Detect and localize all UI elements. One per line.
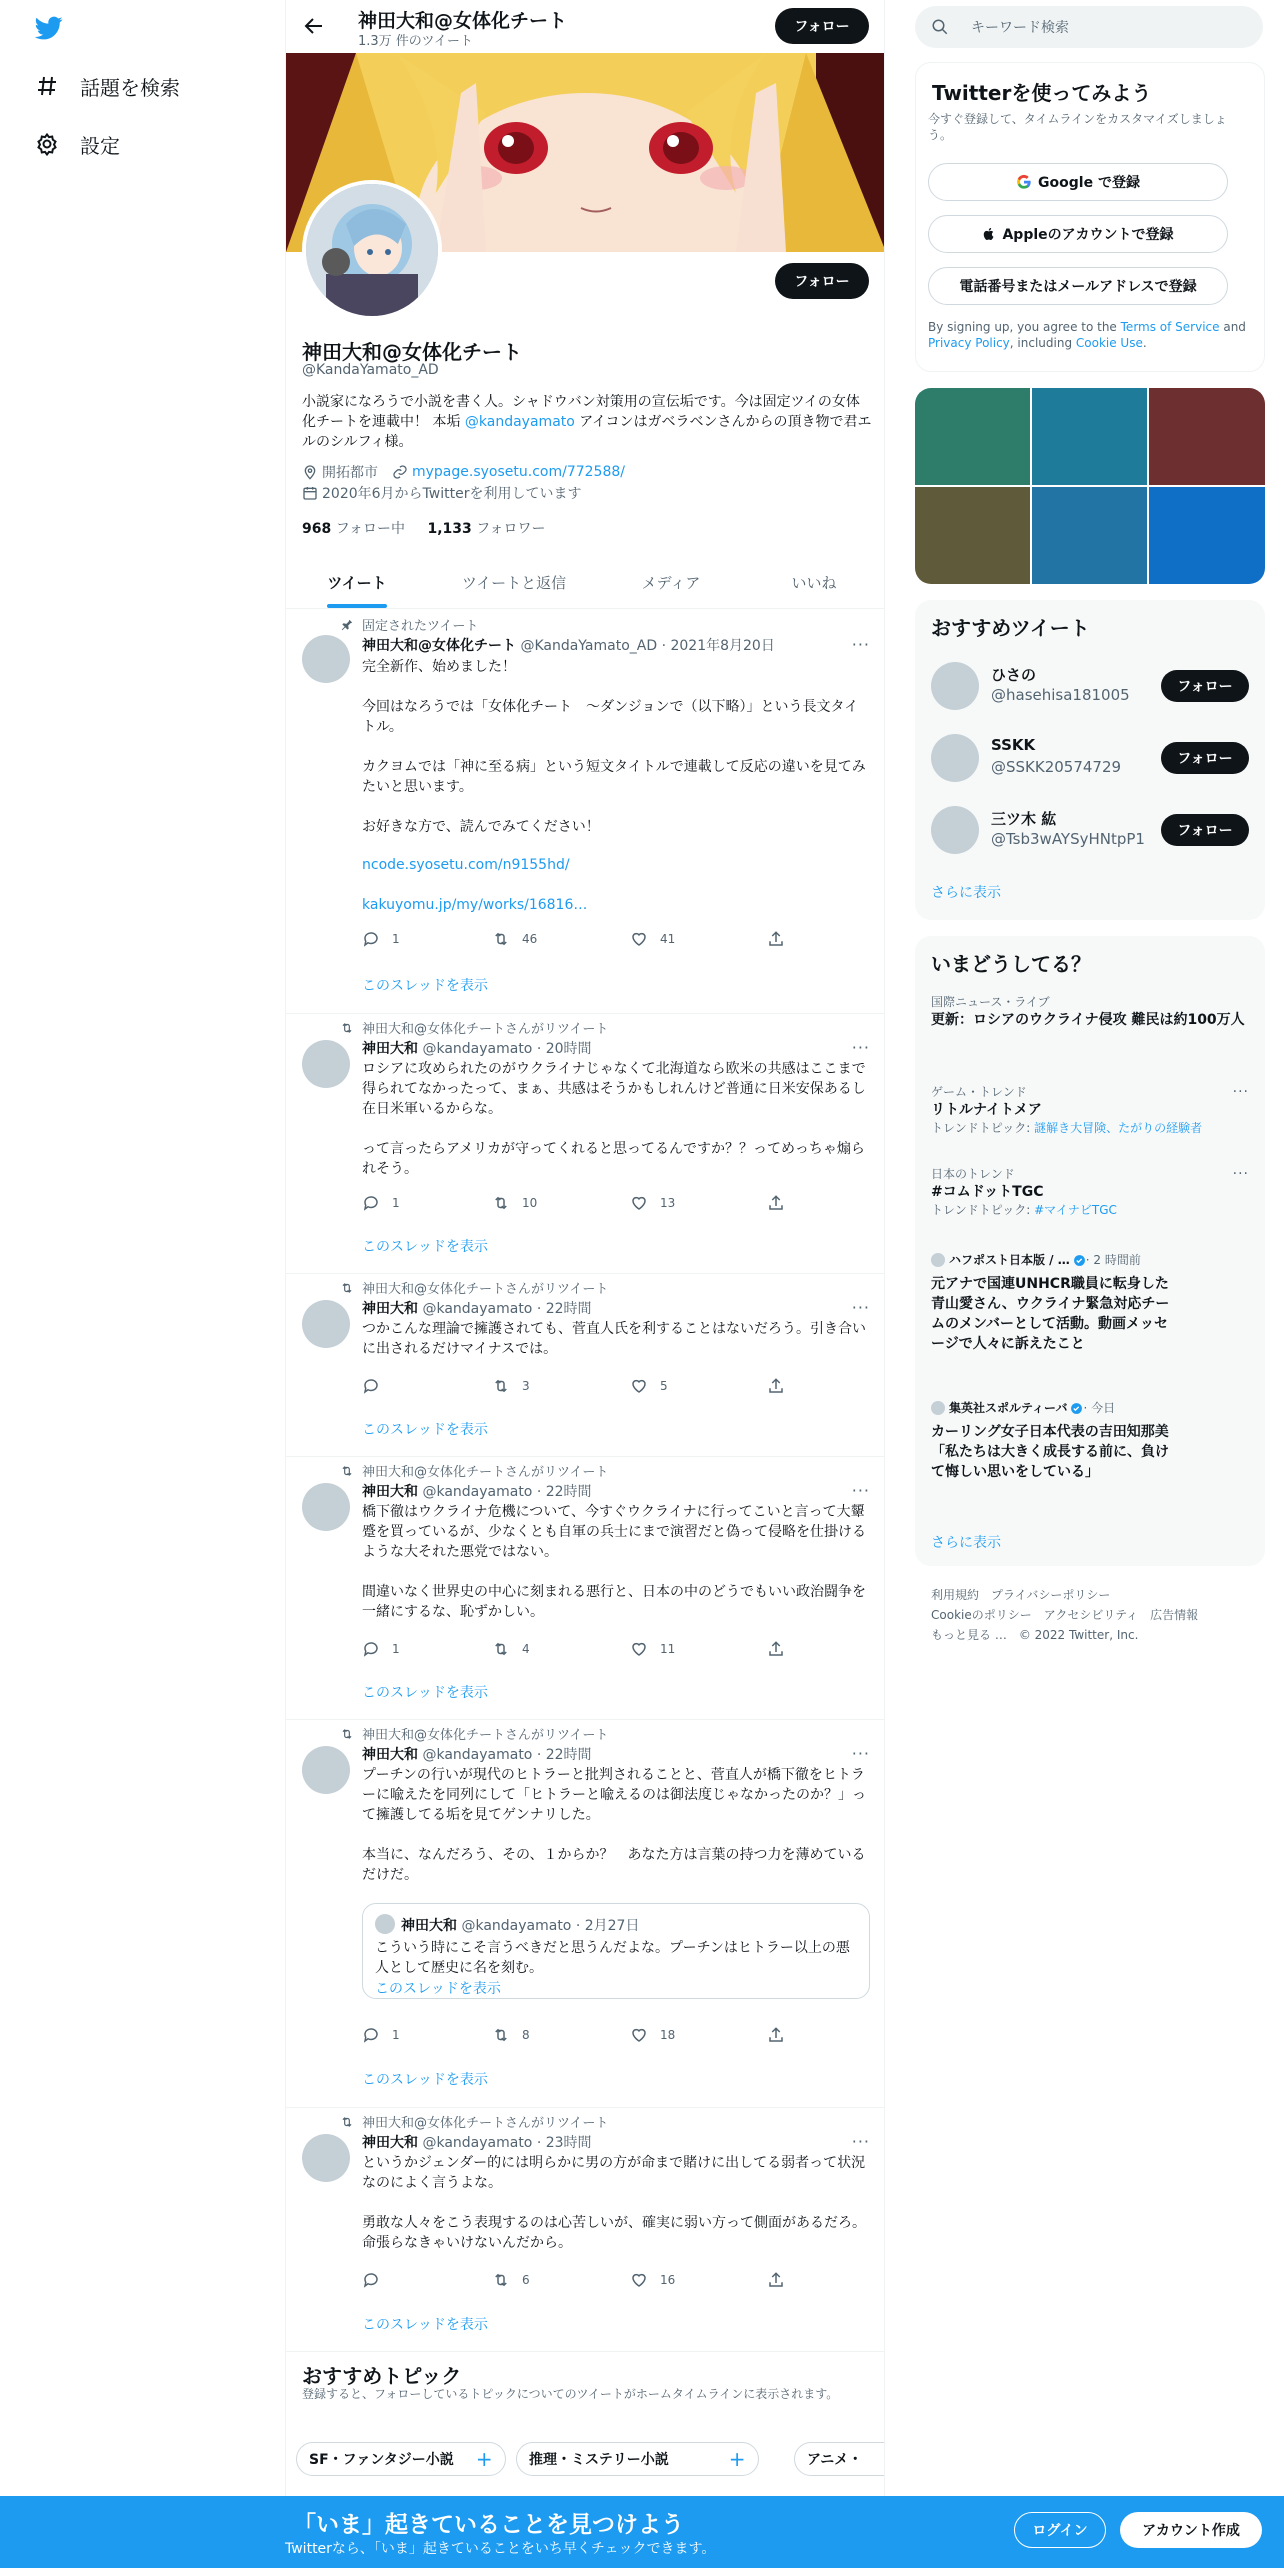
signup-title: Twitterを使ってみよう [932,81,1152,105]
trend-subtitle [931,1120,1249,1136]
tweet-actions [362,1640,782,1660]
apple-icon [982,226,996,242]
follow-button[interactable]: フォロー [1161,670,1249,702]
media-thumbnail[interactable] [915,388,1030,485]
tweet-context-text: 神田大和@女体化チートさんがリツイート [362,1728,609,1743]
quote-show-thread-link[interactable]: このスレッドを表示 [375,1981,501,1997]
plus-icon: + [475,2447,493,2471]
share-icon [767,2271,785,2289]
recommended-title: おすすめツイート [931,616,1090,640]
search-icon [931,18,949,36]
tweet-context-text: 神田大和@女体化チートさんがリツイート [362,1465,609,1480]
like-button[interactable] [630,1194,675,1212]
news-title: カーリング女子日本代表の吉田知那美「私たちは大きく成長する前に、負けて悔しい思いをしている」 [931,1424,1169,1480]
retweet-button[interactable] [492,2271,530,2289]
news-time: · 今日 [1083,1401,1116,1415]
tab-tweets-replies[interactable]: ツイートと返信 [461,574,567,592]
reply-icon [362,1640,380,1658]
tweet[interactable] [286,1014,885,1274]
footer-line[interactable]: Cookieのポリシー アクセシビリティ 広告情報 [931,1608,1199,1622]
like-button[interactable] [630,2271,675,2289]
retweet-icon [492,2271,510,2289]
news-item[interactable] [931,1400,1181,1482]
like-count: 13 [660,1196,676,1210]
more-icon[interactable]: ··· [1232,1166,1249,1182]
search-placeholder: キーワード検索 [971,20,1069,36]
google-signup-label: Google で登録 [1038,175,1140,191]
retweet-button[interactable] [492,2026,530,2044]
tweet-header [362,1298,592,1318]
media-grid [915,388,1265,584]
left-nav [0,0,285,2568]
trend-title: #コムドットTGC [931,1184,1044,1200]
gear-icon [34,131,60,157]
tweet-author-name[interactable]: 神田大和@女体化チート [362,638,516,654]
profile-website-link[interactable]: mypage.syosetu.com/772588/ [412,464,625,480]
recommended-user[interactable] [931,730,1249,786]
retweet-count: 4 [522,1642,530,1656]
tab-tweets[interactable]: ツイート [327,574,387,592]
retweet-icon [340,1727,354,1741]
tweet-context [362,1724,608,1743]
profile-avatar[interactable] [302,180,442,320]
tweet-text: 橋下徹はウクライナ危機について、今すぐウクライナに行ってこいと言って大顰蹙を買っているが、少なくとも自軍の兵士にまで演習だと偽って侵略を仕掛けるような大それた悪党ではない。 間違いなく世界史の中心に刻まれる悪行と、日本の中のどうでもいい政治闘争を一緒にするな、恥ずかしい。 [362,1504,866,1620]
recommended-card [915,600,1265,920]
profile-bio [302,392,872,452]
apple-signup-button[interactable] [928,215,1228,253]
retweet-icon [492,2026,510,2044]
terms-text: . [1142,336,1147,350]
bio-text-2: アイコンはガベラベンさんからの頂き物で君エルのシルフィ様。 [302,414,872,450]
trend-topic-link[interactable]: #マイナビTGC [1034,1203,1117,1217]
topic-chip[interactable] [516,2442,759,2476]
header-tweet-count: 1.3万 件のツイート [358,34,473,49]
avatar[interactable] [931,662,979,710]
more-icon[interactable]: ··· [851,2132,870,2151]
avatar[interactable] [302,635,350,683]
retweet-button[interactable] [492,1194,537,1212]
trend-category: 国際ニュース・ライブ [931,995,1050,1009]
tweet-text: つかこんな理論で擁護されても、菅直人氏を利することはないだろう。引き合いに出されるだけマイナスでは。 [362,1321,866,1357]
trends-show-more-link[interactable]: さらに表示 [931,1535,1001,1551]
tweet-author-name[interactable]: 神田大和 [362,1041,418,1057]
nav-explore[interactable] [34,66,180,106]
login-prompt-subtitle: Twitterなら、「いま」起きていることをいち早くチェックできます。 [285,2541,716,2557]
bio-mention-link[interactable]: @kandayamato [464,414,575,430]
heart-icon [630,1194,648,1212]
news-source-name: ハフポスト日本版 / … [949,1253,1070,1267]
tweet-author-name[interactable]: 神田大和 [362,2135,418,2151]
login-button[interactable]: ログイン [1014,2512,1106,2548]
show-thread-link[interactable]: このスレッドを表示 [362,978,488,994]
show-thread-link[interactable]: このスレッドを表示 [362,1685,488,1701]
right-sidebar [915,0,1265,2568]
retweet-button[interactable] [492,930,537,948]
profile-meta-row [302,462,625,482]
tweet-meta: @kandayamato · 23時間 [422,2135,592,2151]
followers-label: フォロワー [476,521,546,537]
followers-link[interactable] [427,521,545,537]
footer-links [931,1585,1251,1645]
tweet-actions [362,1377,782,1397]
reply-button[interactable] [362,1640,400,1658]
tweet-header [362,1744,592,1764]
news-time: · 2 時間前 [1085,1253,1141,1267]
apple-signup-label: Appleのアカウントで登録 [1002,227,1174,243]
trend-topic-link[interactable]: 謎解き大冒険、たがりの経験者 [1034,1121,1203,1135]
recommended-user-name: ひさの [991,666,1037,684]
share-button[interactable] [767,1640,797,1658]
tweet-context-text: 神田大和@女体化チートさんがリツイート [362,2116,609,2131]
media-thumbnail[interactable] [1032,487,1147,584]
show-thread-link[interactable]: このスレッドを表示 [362,2072,488,2088]
recommended-user-name: 三ツ木 紘 [991,810,1057,828]
tweet[interactable] [286,1274,885,1457]
quote-text: こういう時にこそ言うべきだと思うんだよな。プーチンはヒトラー以上の悪人として歴史に名を刻む。 [375,1940,850,1976]
recommended-user[interactable] [931,802,1249,858]
like-count: 16 [660,2273,676,2287]
terms-text: and [1219,320,1246,334]
recommended-user-handle: @hasehisa181005 [991,686,1130,704]
trends-title: いまどうしてる？ [931,952,1091,976]
tweet-text: というかジェンダー的には明らかに男の方が命まで賭けに出してる弱者って状況なのによく言うよな。 勇敢な人々をこう表現するのは心苦しいが、確実に弱い方って側面があるだろ。命張らなきゃいけないんだから。 [362,2155,866,2251]
more-icon[interactable]: ··· [851,1298,870,1317]
tweet-context-text: 固定されたツイート [362,619,479,634]
tweet-meta: @kandayamato · 20時間 [422,1041,592,1057]
terms-text: By signing up, you agree to the [928,320,1121,334]
google-signup-button[interactable] [928,163,1228,201]
following-link[interactable] [302,521,405,537]
reply-button[interactable] [362,1377,392,1395]
verified-icon [1073,1254,1086,1267]
reply-icon [362,930,380,948]
tweet-context [362,1278,608,1297]
privacy-policy-link[interactable]: Privacy Policy [928,336,1010,350]
retweet-button[interactable] [492,1377,530,1395]
media-thumbnail[interactable] [915,487,1030,584]
retweet-icon [340,2115,354,2129]
more-icon[interactable]: ··· [851,1038,870,1057]
reply-icon [362,2271,380,2289]
news-source-name: 集英社スポルティーバ [949,1401,1068,1415]
avatar[interactable] [302,1746,350,1794]
tweet-author-name[interactable]: 神田大和 [362,1484,418,1500]
reply-icon [362,1377,380,1395]
source-avatar [931,1401,945,1415]
media-thumbnail[interactable] [1149,487,1265,584]
recommended-user-name: SSKK [991,736,1036,754]
avatar[interactable] [931,734,979,782]
tweet-header [362,635,775,655]
heart-icon [630,2026,648,2044]
tweet-text: プーチンの行いが現代のヒトラーと批判されることと、菅直人が橋下徹をヒトラーに喩えたを同列にして「ヒトラーと喩えるのは御法度じゃなかったのか？」って擁護してる垢を見てゲンナリした。 本当に、なんだろう、その、１からか？ あなた方は言葉の持つ力を薄めているだけだ。 [362,1767,866,1883]
source-avatar [931,1253,945,1267]
tab-media[interactable]: メディア [641,574,701,592]
share-button[interactable] [767,1194,797,1212]
retweet-icon [340,1464,354,1478]
share-button[interactable] [767,2271,797,2289]
heart-icon [630,1377,648,1395]
link-icon [392,464,408,480]
quote-meta: @kandayamato · 2月27日 [461,1918,640,1934]
retweet-icon [492,930,510,948]
tweet[interactable] [286,1457,885,1720]
tweet-text: 完全新作、始めました！ 今回はなろうでは「女体化チート ～ダンジョンで（以下略）」という長文タイトル。 カクヨムでは「神に至る病」という短文タイトルで連載して反応の違いを見てみたいと思います。 お好きな方で、読んでみてください！ [362,659,866,835]
media-thumbnail[interactable] [1149,388,1265,485]
tweet-header [362,2132,592,2152]
trend-item[interactable] [931,1084,1249,1136]
search-input[interactable] [915,6,1263,48]
tweet-header [362,1038,592,1058]
share-button[interactable] [767,930,797,948]
retweet-count: 6 [522,2273,530,2287]
tweet-meta: @kandayamato · 22時間 [422,1484,592,1500]
topics-subtitle: 登録すると、フォローしているトピックについてのツイートがホームタイムラインに表示されます。 [302,2387,839,2401]
plus-icon: + [728,2447,746,2471]
reply-button[interactable] [362,930,400,948]
profile-column [285,0,885,2568]
avatar[interactable] [302,1300,350,1348]
retweet-icon [340,1281,354,1295]
more-icon[interactable]: ··· [851,635,870,654]
news-item[interactable] [931,1252,1181,1354]
tweet-link[interactable]: ncode.syosetu.com/n9155hd/ [362,857,570,873]
profile-follow-counts [302,518,546,538]
following-label: フォロー中 [335,521,405,537]
location-icon [302,464,318,480]
hashtag-icon [34,73,60,99]
trend-title: リトルナイトメア [931,1102,1042,1118]
verified-icon [1070,1402,1083,1415]
followers-count: 1,133 [427,521,472,537]
trends-card [915,936,1265,1566]
trend-title: 更新：ロシアのウクライナ侵攻 難民は約100万人 [931,1012,1245,1028]
signup-subtitle: 今すぐ登録して、タイムラインをカスタマイズしましょう。 [928,112,1227,142]
follow-button[interactable]: フォロー [1161,742,1249,774]
footer-line[interactable]: 利用規約 プライバシーポリシー [931,1588,1111,1602]
signup-card [915,62,1265,372]
retweet-icon [492,1194,510,1212]
more-icon[interactable]: ··· [851,1481,870,1500]
trend-category: ゲーム・トレンド [931,1085,1027,1099]
active-tab-indicator [327,604,387,608]
more-icon[interactable]: ··· [1232,1084,1249,1100]
share-icon [767,1194,785,1212]
show-thread-link[interactable]: このスレッドを表示 [362,1422,488,1438]
like-button[interactable] [630,930,675,948]
topic-chip-label: アニメ・ [807,2452,863,2468]
more-icon[interactable]: ··· [851,1744,870,1763]
tweet-context [362,1461,608,1480]
following-count: 968 [302,521,332,537]
tweet-meta: @kandayamato · 22時間 [422,1301,592,1317]
news-source [931,1400,1181,1416]
reply-icon [362,2026,380,2044]
trend-item[interactable] [931,1166,1249,1218]
profile-follow-button[interactable]: フォロー [775,263,869,299]
retweet-count: 10 [522,1196,538,1210]
topic-chip-label: SF・ファンタジー小説 [309,2452,454,2468]
reply-count: 1 [392,1642,400,1656]
follow-button[interactable]: フォロー [1161,814,1249,846]
terms-of-service-link[interactable]: Terms of Service [1120,320,1220,334]
heart-icon [630,1640,648,1658]
topic-chip[interactable] [794,2442,885,2476]
avatar [375,1914,395,1934]
news-source [931,1252,1181,1268]
reply-count: 1 [392,2028,400,2042]
nav-explore-label: 話題を検索 [80,75,180,100]
like-button[interactable] [630,1640,675,1658]
back-arrow-icon[interactable] [302,14,326,38]
tab-likes[interactable]: いいね [791,574,837,592]
tweet-link[interactable]: kakuyomu.jp/my/works/16816… [362,897,588,913]
tweet-meta: @KandaYamato_AD · 2021年8月20日 [520,638,775,654]
header-profile-name: 神田大和@女体化チート [358,10,568,32]
twitter-logo-icon[interactable] [34,14,64,42]
tweet-actions [362,930,782,950]
avatar[interactable] [302,1483,350,1531]
share-icon [767,2026,785,2044]
tweet[interactable] [286,609,885,1014]
header-follow-button[interactable]: フォロー [775,8,869,44]
retweet-button[interactable] [492,1640,530,1658]
nav-settings[interactable] [34,124,120,164]
like-button[interactable] [630,2026,675,2044]
pin-icon [340,618,354,632]
trend-item[interactable] [931,994,1249,1030]
show-thread-link[interactable]: このスレッドを表示 [362,1239,488,1255]
heart-icon [630,2271,648,2289]
share-icon [767,1377,785,1395]
show-thread-link[interactable]: このスレッドを表示 [362,2317,488,2333]
tweet[interactable] [286,2108,885,2352]
quote-author-name: 神田大和 [401,1918,457,1934]
trend-subtitle-prefix: トレンドトピック: [931,1121,1035,1135]
tweet-actions [362,2271,782,2291]
tweet-actions [362,2026,782,2046]
avatar[interactable] [302,2134,350,2182]
tweet-text: ロシアに攻められたのがウクライナじゃなくて北海道なら欧米の共感はここまで得られてなかったって、まぁ、共感はそうかもしれんけど普通に日米安保あるし在日米軍いるからな。 って言ったらアメリカが守ってくれると思ってるんですか？？ってめっちゃ煽られそう。 [362,1061,866,1177]
terms-text: , including [1009,336,1076,350]
tweet-context-text: 神田大和@女体化チートさんがリツイート [362,1022,609,1037]
tweet-header [362,1481,592,1501]
tweet-meta: @kandayamato · 22時間 [422,1747,592,1763]
share-button[interactable] [767,2026,797,2044]
tweet-author-name[interactable]: 神田大和 [362,1747,418,1763]
tweet-context [362,1018,608,1037]
retweet-icon [340,1021,354,1035]
tweet-context [362,2112,608,2131]
share-icon [767,930,785,948]
tweet-author-name[interactable]: 神田大和 [362,1301,418,1317]
avatar[interactable] [931,806,979,854]
footer-line[interactable]: もっと見る … © 2022 Twitter, Inc. [931,1628,1139,1642]
quote-header [401,1915,639,1935]
tweet[interactable] [286,1720,885,2108]
topic-chip[interactable] [296,2442,506,2476]
phone-email-signup-button[interactable]: 電話番号またはメールアドレスで登録 [928,267,1228,305]
trend-category: 日本のトレンド [931,1167,1015,1181]
tweet-actions [362,1194,782,1214]
like-count: 18 [660,2028,676,2042]
share-icon [767,1640,785,1658]
profile-joined: 2020年6月からTwitterを利用しています [322,486,582,502]
media-thumbnail[interactable] [1032,388,1147,485]
login-prompt-title: 「いま」起きていることを見つけよう [293,2512,684,2538]
reply-button[interactable] [362,2026,400,2044]
login-prompt-bar [0,2496,1284,2568]
like-count: 11 [660,1642,676,1656]
reply-button[interactable] [362,2271,392,2289]
signup-terms [928,319,1250,351]
calendar-icon [302,485,318,501]
reply-button[interactable] [362,1194,400,1212]
profile-header-bar [286,0,885,53]
topics-title: おすすめトピック [302,2364,462,2388]
topic-chip-label: 推理・ミステリー小説 [529,2452,669,2468]
signup-button[interactable]: アカウント作成 [1120,2512,1262,2548]
like-count: 41 [660,932,676,946]
news-title: 元アナで国連UNHCR職員に転身した青山愛さん、ウクライナ緊急対応チームのメンバーとして活動。動画メッセージで人々に訴えたこと [931,1276,1170,1352]
nav-settings-label: 設定 [80,133,120,158]
profile-handle: @KandaYamato_AD [302,362,439,378]
retweet-icon [492,1377,510,1395]
tweet-context-text: 神田大和@女体化チートさんがリツイート [362,1282,609,1297]
reply-icon [362,1194,380,1212]
reply-count: 1 [392,1196,400,1210]
retweet-count: 8 [522,2028,530,2042]
heart-icon [630,930,648,948]
recommended-show-more-link[interactable]: さらに表示 [931,885,1001,901]
recommended-user-handle: @Tsb3wAYSyHNtpP1 [991,830,1145,848]
profile-tabs [286,556,885,609]
profile-joined-row [302,483,581,503]
cookie-use-link[interactable]: Cookie Use [1075,336,1143,350]
tweet-context [362,615,478,634]
profile-location: 開拓都市 [322,465,378,481]
profile-name: 神田大和@女体化チート [302,340,522,364]
avatar[interactable] [302,1040,350,1088]
retweet-icon [492,1640,510,1658]
like-button[interactable] [630,1377,668,1395]
quoted-tweet[interactable] [362,1903,870,1999]
recommended-user[interactable] [931,658,1249,714]
bio-text: 小説家になろうで小説を書く人。シャドウバン対策用の宣伝垢です。今は固定ツイの女体化チートを連載中！ 本垢 [302,394,860,430]
retweet-count: 3 [522,1379,530,1393]
reply-count: 1 [392,932,400,946]
like-count: 5 [660,1379,668,1393]
trend-subtitle [931,1202,1249,1218]
retweet-count: 46 [522,932,538,946]
google-icon [1016,174,1032,190]
share-button[interactable] [767,1377,797,1395]
recommended-user-handle: @SSKK20574729 [991,758,1122,776]
trend-subtitle-prefix: トレンドトピック: [931,1203,1035,1217]
